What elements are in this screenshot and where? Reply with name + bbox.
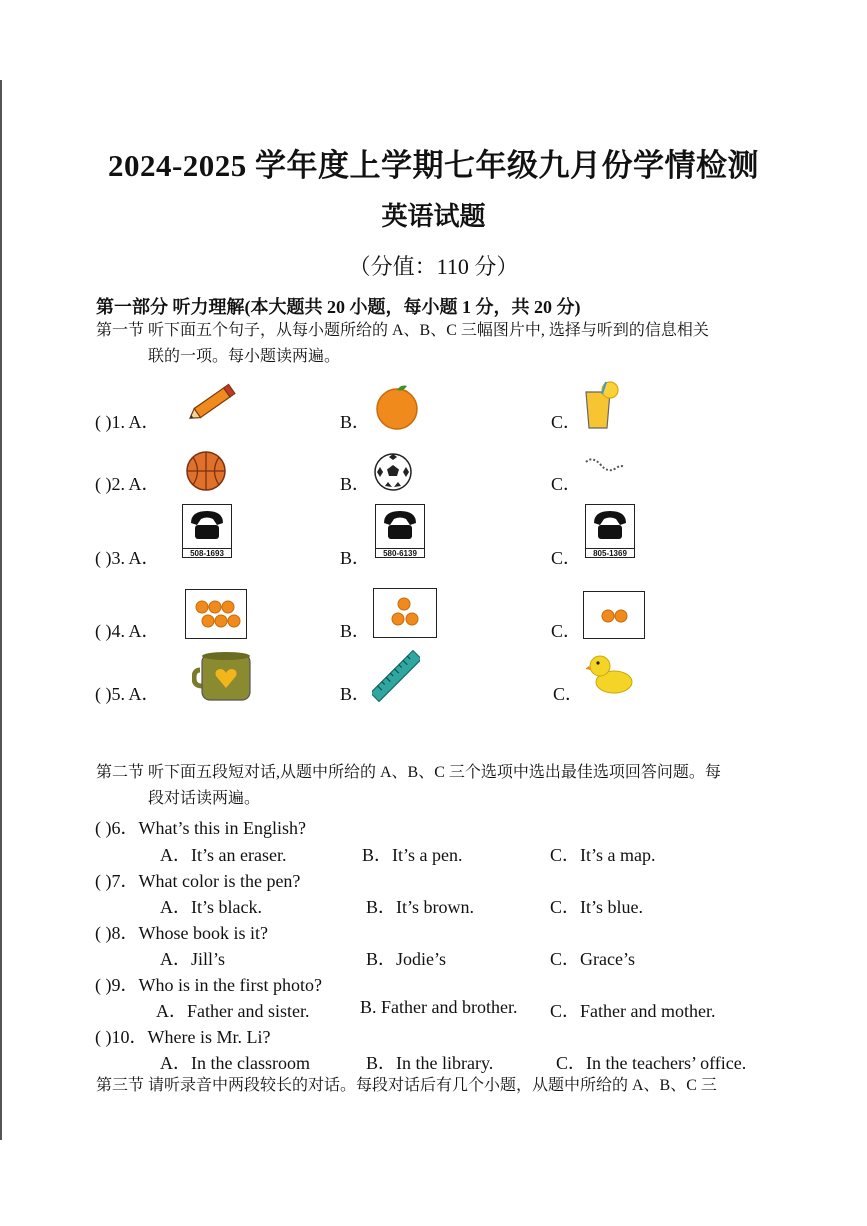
- phone-number-b: 580-6139: [376, 548, 424, 558]
- question-10-option-a[interactable]: A．In the classroom: [160, 1053, 310, 1073]
- question-1-option-c: C．: [551, 412, 582, 432]
- question-8-stem: ( )8．Whose book is it?: [95, 923, 268, 943]
- question-9-stem: ( )9．Who is in the first photo?: [95, 975, 322, 995]
- section2-line2: 段对话读两遍。: [148, 790, 261, 807]
- phone-card-a[interactable]: [182, 504, 232, 558]
- question-2-row: [0, 436, 867, 496]
- six-oranges-box[interactable]: [185, 589, 247, 639]
- question-5-option-b: B．: [340, 684, 371, 704]
- three-oranges-box[interactable]: [373, 588, 437, 638]
- question-1-option-b: B．: [340, 412, 371, 432]
- question-8-option-a[interactable]: A．Jill’s: [160, 949, 226, 969]
- question-3-number: ( )3. A．: [95, 548, 160, 568]
- orange-icon[interactable]: [372, 382, 422, 430]
- phone-card-b[interactable]: [375, 504, 425, 558]
- section1-instructions: [96, 318, 786, 370]
- phone-number-c: 805-1369: [586, 548, 634, 558]
- question-2-option-b: B．: [340, 474, 371, 494]
- question-6-option-b[interactable]: B．It’s a pen.: [362, 845, 463, 865]
- section3-instructions: [96, 1073, 786, 1099]
- juice-icon[interactable]: [580, 380, 620, 432]
- exam-subtitle: 英语试题: [381, 202, 486, 231]
- question-3-row: [0, 510, 867, 570]
- question-2-number: ( )2. A．: [95, 474, 160, 494]
- phone-icon: [586, 505, 634, 543]
- phone-icon: [376, 505, 424, 543]
- question-4-option-c: C．: [551, 621, 582, 641]
- question-4-row: [0, 583, 867, 643]
- section1-line1: 第一节 听下面五个句子，从每小题所给的 A、B、C 三幅图片中, 选择与听到的信息相关: [96, 322, 709, 339]
- exam-title: 2024-2025 学年度上学期七年级九月份学情检测: [107, 148, 760, 183]
- question-1-row: [0, 374, 867, 434]
- phone-icon: [183, 505, 231, 543]
- phone-card-c[interactable]: [585, 504, 635, 558]
- question-9-option-a[interactable]: A．Father and sister.: [156, 1001, 310, 1021]
- two-oranges-box[interactable]: [583, 591, 645, 639]
- duck-icon[interactable]: [586, 650, 636, 696]
- question-5-row: [0, 646, 867, 706]
- question-5-number: ( )5. A．: [95, 684, 160, 704]
- question-7-option-c[interactable]: C．It’s blue.: [550, 897, 643, 917]
- question-8-option-b[interactable]: B．Jodie’s: [366, 949, 447, 969]
- question-6-option-a[interactable]: A．It’s an eraser.: [160, 845, 287, 865]
- pencil-icon[interactable]: [184, 376, 244, 428]
- section1-line2: 联的一项。每小题读两遍。: [148, 348, 341, 365]
- basketball-icon[interactable]: [184, 450, 228, 492]
- mug-icon[interactable]: [192, 648, 258, 704]
- question-6-option-c[interactable]: C．It’s a map.: [550, 845, 656, 865]
- section3-line1: 第三节 请听录音中两段较长的对话。每段对话后有几个小题，从题中所给的 A、B、C 三: [96, 1077, 717, 1094]
- question-9-option-b[interactable]: B. Father and brother.: [360, 997, 518, 1017]
- part1-heading: 第一部分 听力理解(本大题共 20 小题，每小题 1 分，共 20 分): [96, 297, 581, 317]
- soccer-ball-icon[interactable]: [373, 452, 413, 492]
- necklace-icon[interactable]: [582, 454, 626, 484]
- question-10-option-b[interactable]: B．In the library.: [366, 1053, 494, 1073]
- exam-score: （分值：110 分）: [348, 254, 519, 279]
- ruler-icon[interactable]: [372, 648, 420, 704]
- question-5-option-c: C．: [553, 684, 584, 704]
- question-2-option-c: C．: [551, 474, 582, 494]
- question-10-stem: ( )10．Where is Mr. Li?: [95, 1027, 271, 1047]
- section2-line1: 第二节 听下面五段短对话,从题中所给的 A、B、C 三个选项中选出最佳选项回答问题。每: [96, 764, 721, 781]
- question-3-option-b: B．: [340, 548, 371, 568]
- question-4-option-b: B．: [340, 621, 371, 641]
- question-6-stem: ( )6．What’s this in English?: [95, 818, 306, 838]
- question-7-option-a[interactable]: A．It’s black.: [160, 897, 262, 917]
- section2-instructions: [96, 760, 786, 812]
- phone-number-a: 508-1693: [183, 548, 231, 558]
- question-9-option-c[interactable]: C．Father and mother.: [550, 1001, 716, 1021]
- question-8-option-c[interactable]: C．Grace’s: [550, 949, 635, 969]
- question-1-number: ( )1. A．: [95, 412, 160, 432]
- question-3-option-c: C．: [551, 548, 582, 568]
- question-10-option-c[interactable]: C．In the teachers’ office.: [556, 1053, 747, 1073]
- question-7-stem: ( )7．What color is the pen?: [95, 871, 301, 891]
- question-7-option-b[interactable]: B．It’s brown.: [366, 897, 474, 917]
- question-4-number: ( )4. A．: [95, 621, 160, 641]
